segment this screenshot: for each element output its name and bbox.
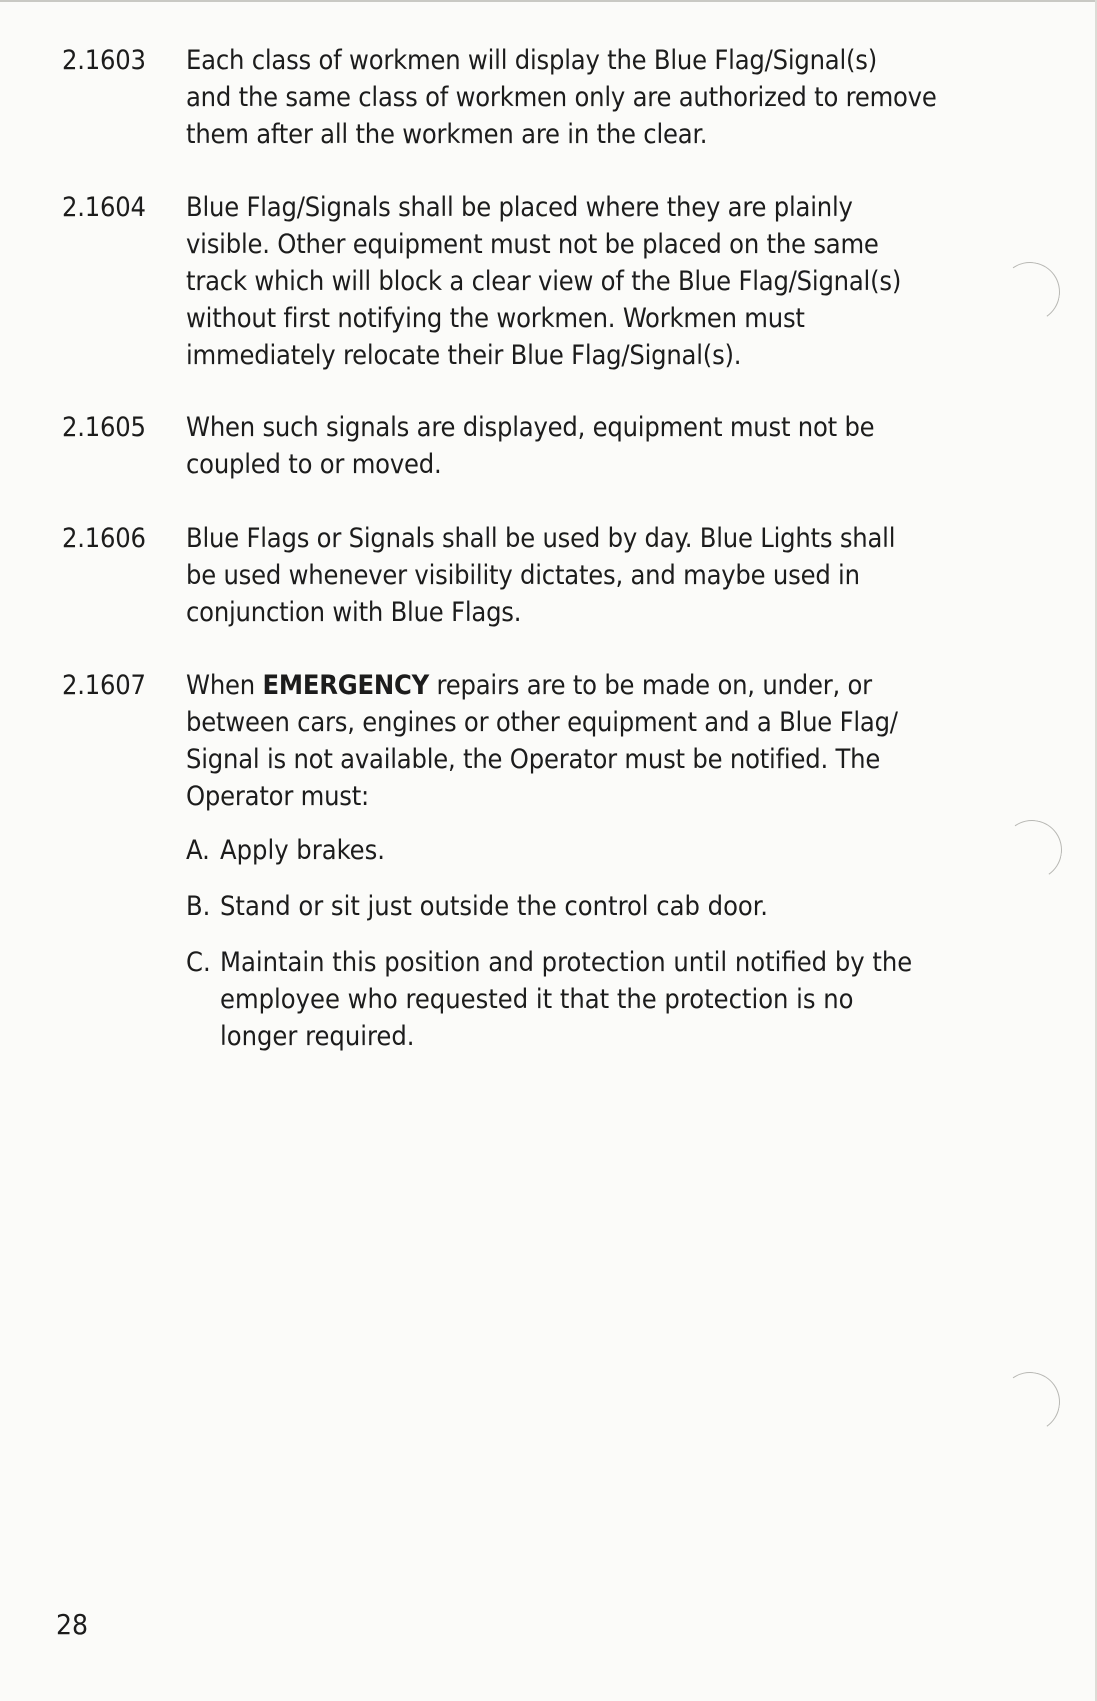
rule-text: Each class of workmen will display the Blue Flag/Signal(s) and the same class of workmen only are authorized to remove them after all the workmen are in the clear. bbox=[186, 45, 937, 150]
rule-text: When such signals are displayed, equipment must not be coupled to or moved. bbox=[186, 412, 875, 480]
list-letter: A. bbox=[186, 835, 210, 866]
page-top-edge bbox=[0, 0, 1097, 2]
rule-text: Blue Flags or Signals shall be used by day. Blue Lights shall be used whenever visibility dictates, and maybe used in conjunction with Blue Flags. bbox=[186, 523, 896, 628]
rule-number: 2.1605 bbox=[62, 412, 146, 443]
rule-number: 2.1603 bbox=[62, 45, 146, 76]
rule-number: 2.1607 bbox=[62, 670, 146, 701]
rule-text bbox=[186, 667, 966, 815]
list-text: Maintain this position and protection until notified by the employee who requested it that the protection is no longer required. bbox=[220, 947, 913, 1052]
page-number: 28 bbox=[56, 1608, 89, 1641]
rule-text: Blue Flag/Signals shall be placed where they are plainly visible. Other equipment must not be placed on the same track which will block a clear view of the Blue Flag/Signal(s) without first notifying the workmen. Workmen must immediately relocate their Blue Flag/Signal(s). bbox=[186, 192, 902, 371]
punch-hole-icon bbox=[995, 1367, 1065, 1437]
punch-hole-icon bbox=[995, 257, 1065, 327]
rule-text-rest: repairs are to be made on, under, or between cars, engines or other equipment and a Blue Flag/ Signal is not available, the Operator must be notified. The Operator must: bbox=[186, 670, 898, 812]
rule-number: 2.1606 bbox=[62, 523, 146, 554]
list-text: Apply brakes. bbox=[220, 835, 386, 866]
punch-hole-icon bbox=[997, 815, 1067, 885]
rule-number: 2.1604 bbox=[62, 192, 146, 223]
list-letter: B. bbox=[186, 891, 211, 922]
list-text: Stand or sit just outside the control cab door. bbox=[220, 891, 769, 922]
rule-text-lead: When bbox=[186, 670, 263, 701]
list-letter: C. bbox=[186, 947, 211, 978]
emergency-emphasis: EMERGENCY bbox=[262, 670, 430, 701]
